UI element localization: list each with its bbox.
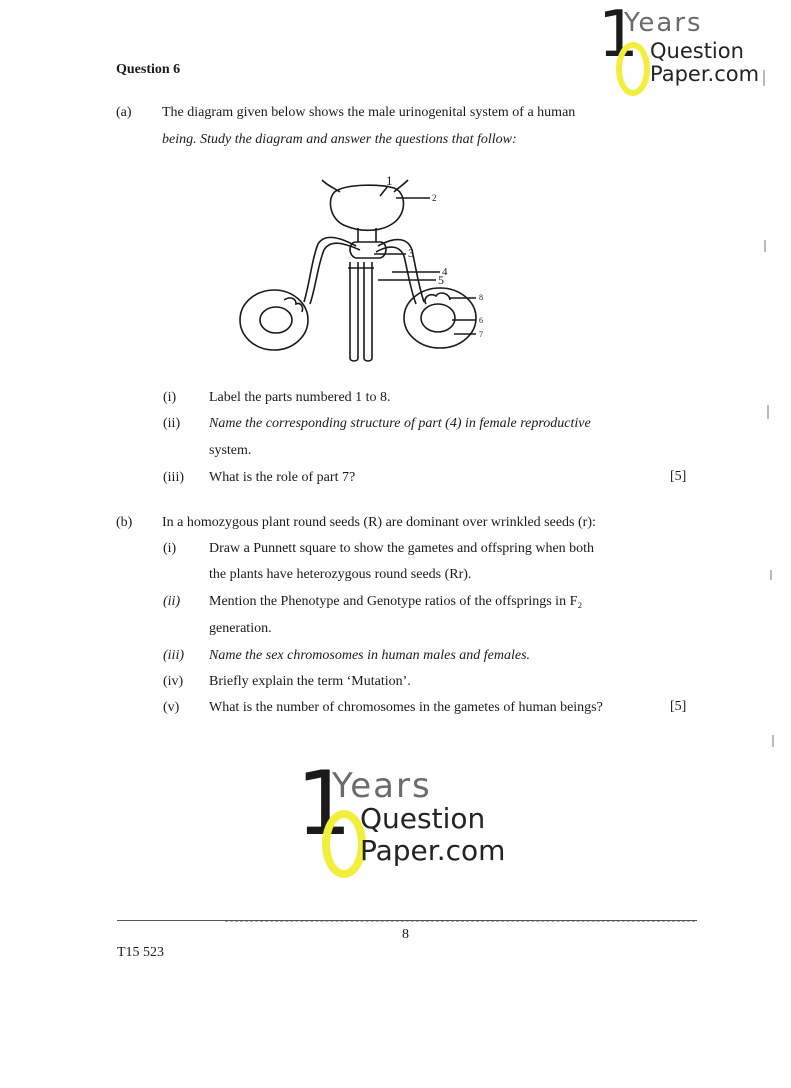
diagram-label-5: 5	[438, 273, 444, 287]
logo-digit-zero-ring	[616, 42, 650, 96]
watermark-logo-center	[296, 752, 526, 872]
part-b-item-5-text: What is the number of chromosomes in the gametes of human beings?	[209, 700, 603, 715]
part-b-item-1-text-cont: the plants have heterozygous round seeds (Rr).	[209, 567, 472, 582]
part-a-item-1-num: (i)	[163, 390, 177, 405]
diagram-label-7: 7	[479, 330, 483, 339]
part-a-item-1-text: Label the parts numbered 1 to 8.	[209, 390, 391, 405]
diagram-label-3: 3	[408, 246, 414, 260]
logo-paper-text: Paper.com	[360, 834, 506, 867]
logo-years-text: Years	[624, 8, 703, 38]
part-b-item-4-num: (iv)	[163, 674, 184, 689]
part-b-item-4-text: Briefly explain the term ‘Mutation’.	[209, 674, 411, 689]
part-a-intro-line1: The diagram given below shows the male urinogenital system of a human	[162, 105, 576, 120]
part-b-item-3-num: (iii)	[163, 648, 184, 663]
logo-digit-one: 1	[296, 752, 352, 855]
part-a-label: (a)	[116, 105, 132, 120]
part-a-item-3-num: (iii)	[163, 470, 184, 485]
part-a-marks: [5]	[670, 469, 687, 484]
diagram-label-2: 2	[432, 193, 437, 203]
diagram-label-6: 6	[479, 316, 483, 325]
logo-paper-text: Paper.com	[650, 62, 760, 86]
part-b-item-1-text: Draw a Punnett square to show the gametes and offspring when both	[209, 541, 595, 556]
scan-mark	[772, 735, 774, 747]
diagram-label-4: 4	[442, 266, 448, 278]
part-a-item-2-text: Name the corresponding structure of part (4) in female reproductive	[209, 416, 591, 431]
part-b-item-2-text: Mention the Phenotype and Genotype ratios of the offsprings in F₂	[209, 594, 583, 609]
scan-mark	[767, 405, 769, 419]
part-a-item-2-num: (ii)	[163, 416, 181, 431]
part-b-item-2-text-cont: generation.	[209, 621, 272, 636]
part-b-item-5-num: (v)	[163, 700, 180, 715]
footer-rule-faint	[225, 921, 695, 922]
part-b-label: (b)	[116, 515, 133, 530]
part-b-intro: In a homozygous plant round seeds (R) are dominant over wrinkled seeds (r):	[162, 515, 596, 530]
logo-question-text: Question	[360, 802, 486, 835]
logo-years-text: Years	[332, 766, 432, 806]
part-b-marks: [5]	[670, 699, 687, 714]
scan-mark	[763, 70, 765, 86]
part-a-item-3-text: What is the role of part 7?	[209, 470, 356, 485]
logo-digit-one: 1	[598, 0, 639, 72]
scan-mark	[770, 570, 772, 580]
question-title: Question 6	[116, 62, 181, 77]
logo-question-text: Question	[650, 39, 744, 63]
paper-code: T15 523	[117, 945, 165, 960]
scan-mark	[764, 240, 766, 252]
diagram-label-8: 8	[479, 293, 483, 302]
part-b-item-3-text: Name the sex chromosomes in human males and females.	[209, 648, 531, 663]
diagram-label-1: 1	[386, 173, 393, 188]
part-b-item-1-num: (i)	[163, 541, 177, 556]
part-a-intro-line2: being. Study the diagram and answer the questions that follow:	[162, 132, 517, 147]
watermark-logo-top	[598, 0, 768, 86]
urinogenital-system-diagram	[230, 172, 500, 372]
page-number: 8	[402, 927, 409, 942]
part-b-item-2-num: (ii)	[163, 594, 181, 609]
part-a-item-2-text-cont: system.	[209, 443, 252, 458]
